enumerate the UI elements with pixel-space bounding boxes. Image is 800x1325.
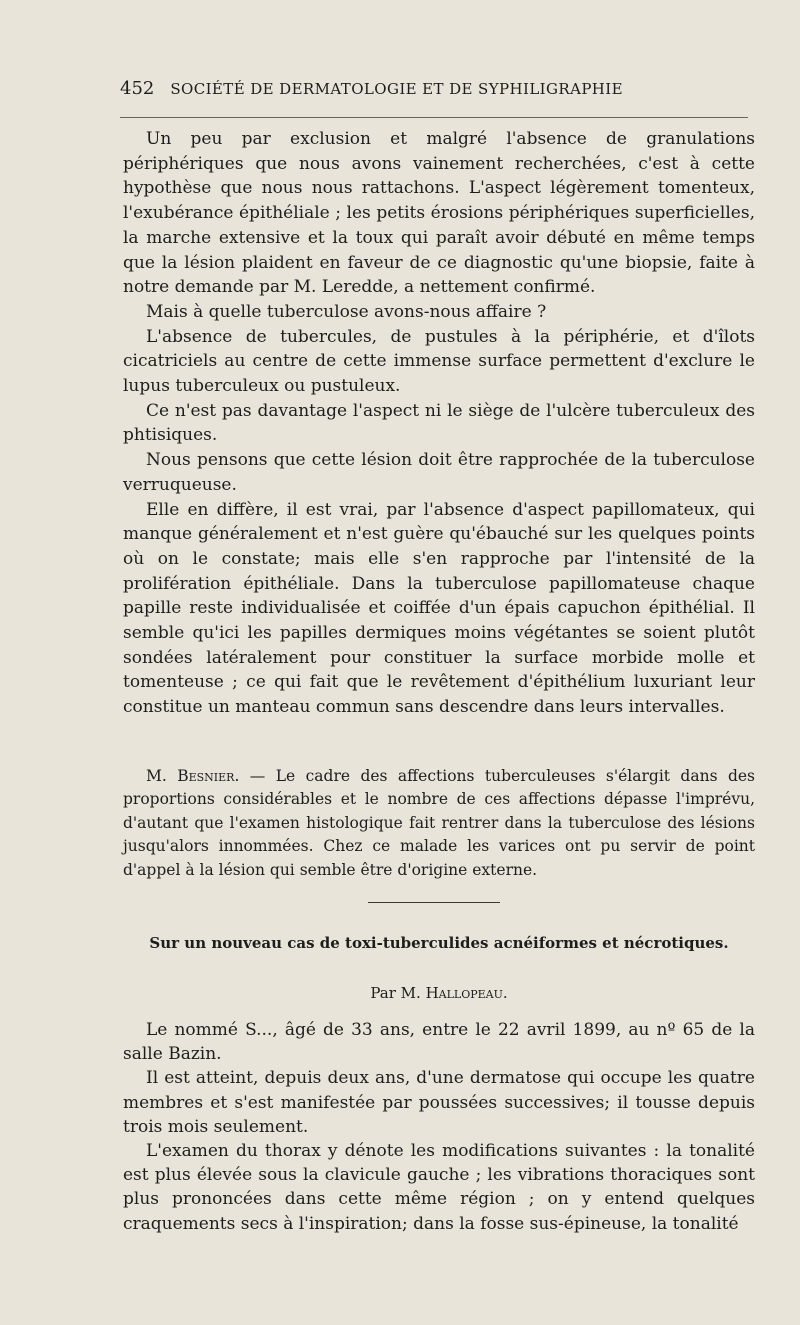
discussion-paragraph [123, 765, 755, 882]
paragraph: Nous pensons que cette lésion doit être rapprochée de la tuberculose verruqueuse. [123, 450, 755, 495]
paragraph: Il est atteint, depuis deux ans, d'une dermatose qui occupe les quatre membres et s'est manifestée par poussées successives; il tousse depuis trois mois seulement. [123, 1068, 755, 1137]
discussion-block [123, 765, 755, 882]
paragraph: Le nommé S..., âgé de 33 ans, entre le 22 avril 1899, au nº 65 de la salle Bazin. [123, 1020, 755, 1065]
running-head [120, 78, 700, 99]
paragraph: Un peu par exclusion et malgré l'absence de granulations périphériques que nous avons vainement recherchées, c'est à cette hypothèse que nous nous rattachons. L'aspect légèrement tomenteux, l'exubérance épithéliale ; les petits érosions périphériques superficielles, la marche extensive et la toux qui paraît avoir débuté en même temps que la lésion plaident en faveur de ce diagnostic qu'une biopsie, faite à notre demande par M. Leredde, a nettement confirmé. [123, 129, 755, 298]
byline-prefix: Par [370, 984, 401, 1002]
running-title: SOCIÉTÉ DE DERMATOLOGIE ET DE SYPHILIGRAPHIE [170, 80, 623, 98]
paragraph: L'absence de tubercules, de pustules à la périphérie, et d'îlots cicatriciels au centre de cette immense surface permettent d'exclure le lupus tuberculeux ou pustuleux. [123, 326, 755, 397]
article-author: M. Hallopeau. [400, 984, 508, 1002]
section-separator [368, 902, 500, 903]
header-rule [120, 117, 748, 118]
page-number: 452 [120, 78, 155, 99]
article-byline [123, 984, 755, 1002]
article-body [123, 1018, 755, 1236]
paragraph: Elle en diffère, il est vrai, par l'absence d'aspect papillomateux, qui manque généralement et n'est guère qu'ébauché sur les quelques points où on le constate; mais elle s'en rapproche par l'intensité de la prolifération épithéliale. Dans la tuberculose papillomateuse chaque papille reste individualisée et coiffée d'un épais capuchon épithélial. Il semble qu'ici les papilles dermiques moins végétantes se soient plutôt sondées latéralement pour constituer la surface morbide molle et tomenteuse ; ce qui fait que le revêtement d'épithélium luxuriant leur constitue un manteau commun sans descendre dans leurs intervalles. [123, 499, 755, 718]
article-title: Sur un nouveau cas de toxi-tuberculides acnéiformes et nécrotiques. [149, 934, 729, 952]
paragraph: L'examen du thorax y dénote les modifications suivantes : la tonalité est plus élevée sous la clavicule gauche ; les vibrations thoraciques sont plus prononcées dans cette même région ; on y entend quelques craquements secs à l'inspiration; dans la fosse sus-épineuse, la tonalité [123, 1141, 755, 1234]
discussion-text: — Le cadre des affections tuberculeuses s'élargit dans des proportions considérables et le nombre de ces affections dépasse l'imprévu, d'autant que l'examen histologique fait rentrer dans la tuberculose des lésions jusqu'alors innommées. Chez ce malade les varices ont pu servir de point d'appel à la lésion qui semble être d'origine externe. [123, 767, 755, 879]
paragraph: Mais à quelle tuberculose avons-nous affaire ? [146, 301, 547, 322]
speaker-name: M. Besnier. [146, 767, 240, 785]
body-text [123, 127, 755, 720]
paragraph: Ce n'est pas davantage l'aspect ni le siège de l'ulcère tuberculeux des phtisiques. [123, 400, 755, 446]
